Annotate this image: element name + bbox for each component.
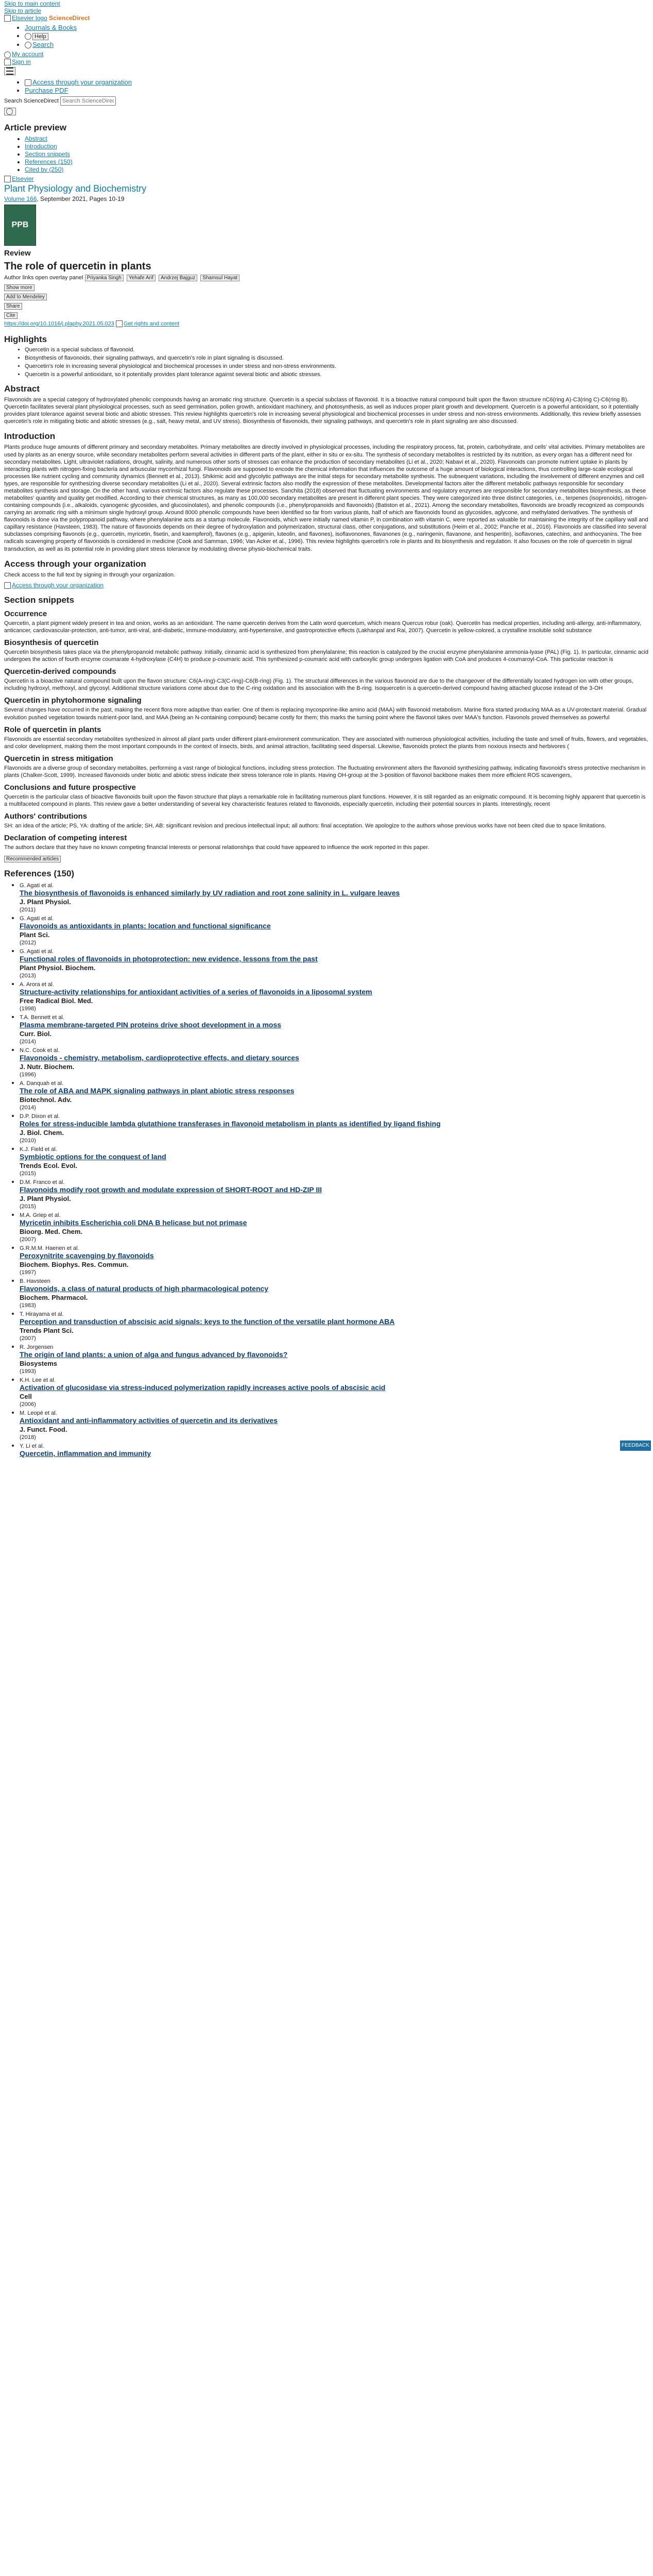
reference-item xyxy=(20,1178,649,1210)
snippet-title: Occurrence xyxy=(4,609,47,619)
author-button[interactable]: Yehafe Arif xyxy=(127,275,156,281)
search-icon xyxy=(6,108,13,115)
snippet-title: Quercetin in phytohormone signaling xyxy=(4,696,142,705)
reference-item xyxy=(20,1409,649,1440)
elsevier-link[interactable]: Elsevier xyxy=(12,175,34,182)
reference-title-link[interactable]: Flavonoids, a class of natural products of high pharmacological potency xyxy=(20,1284,269,1293)
reference-year: (2011) xyxy=(20,907,36,913)
snippet-title: Quercetin-derived compounds xyxy=(4,667,116,676)
toc-references[interactable]: References (150) xyxy=(25,158,73,165)
reference-year: (1993) xyxy=(20,1368,36,1375)
reference-journal: J. Biol. Chem. xyxy=(20,1129,64,1137)
skip-main-link[interactable]: Skip to main content xyxy=(4,0,60,7)
reference-author: • M.A. Griep et al. xyxy=(20,1212,61,1219)
reference-author: • A. Danquah et al. xyxy=(20,1080,64,1087)
toc-introduction[interactable]: Introduction xyxy=(25,142,57,150)
snippet-text: Several changes have occurred in the past, making the recent flora more adaptive than earlier. One of them is replacing mycosporine-like amino acid (MAA) with flavonoid metabolism. Marine flora started producing MAA as a UV-protectant material. Gradual evolution pushed vegetation towards nutrient-poor land, and MAA (being an N-containing compound) became costly for them; this marks the turning point where the flavonol takes over MAA's function. Flavonols proved themselves as powerful xyxy=(4,707,647,721)
reference-title-link[interactable]: Myricetin inhibits Escherichia coli DNA B helicase but not primase xyxy=(20,1218,247,1227)
reference-journal: Trends Ecol. Evol. xyxy=(20,1162,77,1170)
snippet-title: Conclusions and future prospective xyxy=(4,783,136,792)
volume-info xyxy=(4,195,649,202)
snippet-text: SH: an idea of the article; PS, YA: drafting of the article; SH, AB: significant revision and precious intellectual input; all authors: final acceptation. We apologize to the authors whose previous works have not been cited due to space limitations. xyxy=(4,823,607,829)
journal-title[interactable]: Plant Physiology and Biochemistry xyxy=(4,183,147,194)
reference-title-link[interactable]: Quercetin, inflammation and immunity xyxy=(20,1449,151,1458)
reference-title-link[interactable]: Peroxynitrite scavenging by flavonoids xyxy=(20,1251,154,1260)
cite-button[interactable]: Cite xyxy=(4,312,18,319)
snippet-text: Quercetin biosynthesis takes place via the phenylpropanoid metabolic pathway. Initially, cinnamic acid is synthesized from phenylalanine; this reaction is catalyzed by the crucial enzyme phenylalanine ammonia-lyase (PAL) (Fig. 1). In particular, cinnamic acid undergoes the action of fourth enzyme coumarate 4-hydroxylase (C4H) to produce p-coumaric acid. This synthesized p-coumaric acid with carboxylic group undergoes ligation with CoA and produces 4-coumaroyl-CoA. This particular reaction is xyxy=(4,649,648,663)
reference-item xyxy=(20,914,649,946)
reference-author: • K.H. Lee et al. xyxy=(20,1377,56,1384)
snippet-title: Declaration of competing interest xyxy=(4,834,127,843)
rights-icon xyxy=(116,320,123,327)
reference-journal: J. Funct. Food. xyxy=(20,1426,67,1434)
reference-author: • A. Arora et al. xyxy=(20,981,54,988)
reference-item xyxy=(20,1013,649,1045)
reference-item xyxy=(20,1376,649,1408)
reference-year: (2018) xyxy=(20,1434,36,1441)
reference-item xyxy=(20,947,649,979)
access-organization-link-2[interactable]: Access through your organization xyxy=(12,581,104,589)
journal-cover[interactable]: PPB xyxy=(4,205,36,246)
user-icon xyxy=(4,52,11,58)
reference-year: (1983) xyxy=(20,1302,36,1309)
reference-title-link[interactable]: Perception and transduction of abscisic acid signals: keys to the function of the versatile plant hormone ABA xyxy=(20,1317,395,1326)
reference-author: • N.C. Cook et al. xyxy=(20,1047,60,1054)
reference-journal: Biochem. Pharmacol. xyxy=(20,1294,88,1302)
reference-journal: Biochem. Biophys. Res. Commun. xyxy=(20,1261,129,1269)
elsevier-logo-link[interactable]: Elsevier logo xyxy=(12,14,47,22)
abstract-heading: Abstract xyxy=(4,384,40,394)
search-label: Search ScienceDirect xyxy=(4,98,59,105)
reference-journal: Biotechnol. Adv. xyxy=(20,1096,72,1104)
toc-abstract[interactable]: Abstract xyxy=(25,134,48,142)
snippets-heading: Section snippets xyxy=(4,595,75,605)
nav-search[interactable]: Search xyxy=(32,41,54,49)
reference-journal: J. Plant Physiol. xyxy=(20,1195,71,1203)
access-heading: Access through your organization xyxy=(4,558,146,569)
doi-link[interactable]: https://doi.org/10.1016/j.plaphy.2021.05.023 xyxy=(4,320,114,327)
reference-item xyxy=(20,1244,649,1276)
reference-title-link[interactable]: The origin of land plants: a union of alga and fungus advanced by flavonoids? xyxy=(20,1350,288,1359)
highlight-item: • Quercetin's role in increasing several physiological and biochemical processes in under stress and non-stress environments. xyxy=(25,363,649,369)
reference-title-link[interactable]: Flavonoids modify root growth and modulate expression of SHORT-ROOT and HD-ZIP III xyxy=(20,1185,322,1194)
reference-journal: Bioorg. Med. Chem. xyxy=(20,1228,83,1236)
snippet-text: Flavonoids are essential secondary metabolites synthesized in almost all plant parts under different plant-environment communication. They are associated with numerous physiological activities, including the taste and smell of fruits, flowers, and vegetables, and color development, making them the most important compounds in the context of insects, birds, and animal attraction, facilitating seed dispersal. Likewise, flavonoids protect the plants from noxious insects and herbivores ( xyxy=(4,736,648,750)
reference-journal: Trends Plant Sci. xyxy=(20,1327,74,1335)
reference-item xyxy=(20,881,649,913)
reference-item xyxy=(20,980,649,1012)
highlight-item: • Quercetin is a powerful antioxidant, so it potentially provides plant tolerance against several biotic and abiotic stresses. xyxy=(25,371,649,378)
reference-item xyxy=(20,1046,649,1078)
share-button[interactable]: Share xyxy=(4,303,22,310)
preview-toc xyxy=(4,135,649,173)
references-heading: References (150) xyxy=(4,869,75,879)
highlights-list xyxy=(4,347,649,378)
reference-year: (2015) xyxy=(20,1171,36,1177)
reference-item xyxy=(20,1145,649,1177)
reference-journal: J. Plant Physiol. xyxy=(20,898,71,906)
reference-title-link[interactable]: Flavonoids as antioxidants in plants: location and functional significance xyxy=(20,922,271,930)
snippet-text: Quercetin is a bioactive natural compound built upon the flavon structure: C6(A-ring)-C3(C-ring)-C6(B-ring) (Fig. 1). The structural differences in the various flavonoid are due to the changeover of the differentially located hydrogen ion with other groups, including hydroxyl, methoxyl, and glycosyl. Additional structure variations come about due to the C-ring oxidation and its association with the B-ring. Isoquercetin is a quercetin-derived compound having attached glucose instead of the 3-OH xyxy=(4,678,633,692)
reference-year: (2007) xyxy=(20,1335,36,1342)
reference-item xyxy=(20,1343,649,1375)
reference-title-link[interactable]: Antioxidant and anti-inflammatory activities of quercetin and its derivatives xyxy=(20,1416,278,1425)
reference-author: • G. Agati et al. xyxy=(20,916,54,922)
snippet-title: Authors' contributions xyxy=(4,812,88,821)
authors-row xyxy=(4,275,649,281)
highlight-item: • Quercetin is a special subclass of flavonoid. xyxy=(25,347,649,353)
search-submit-button[interactable] xyxy=(4,108,16,115)
highlight-item: • Biosynthesis of flavonoids, their signaling pathways, and quercetin's role in plant signaling is discussed. xyxy=(25,355,649,361)
references-list xyxy=(4,881,649,1458)
reference-item xyxy=(20,1079,649,1111)
reference-year: (2006) xyxy=(20,1401,36,1408)
reference-journal: Biosystems xyxy=(20,1360,57,1368)
reference-year: (1997) xyxy=(20,1269,36,1276)
reference-author: • G. Agati et al. xyxy=(20,948,54,955)
volume-rest: , September 2021, Pages 10-19 xyxy=(37,195,125,203)
reference-author: • M. Leopé et al. xyxy=(20,1410,57,1417)
purchase-options xyxy=(4,78,649,94)
reference-year: (2007) xyxy=(20,1236,36,1243)
elsevier-image-icon xyxy=(4,176,11,182)
institution-icon xyxy=(25,79,31,86)
snippet-text: Flavonoids are a diverse group of secondary metabolites, performing a vast range of biological functions, including stress protection. The fluctuating environment alters the flavonoid synthesizing pathway, indicating flavonoid's stress protective mechanism in plants (Chalker-Scott, 1999). Increased flavonoids under biotic and abiotic stress indicate their stress tolerance role in plants. Having OH-group at the 3-position of flavonol backbone makes them more efficient ROS scavengers, xyxy=(4,765,646,778)
reference-journal: Plant Sci. xyxy=(20,931,50,939)
reference-year: (2014) xyxy=(20,1105,36,1111)
reference-title-link[interactable]: Symbiotic options for the conquest of land xyxy=(20,1153,166,1161)
reference-item xyxy=(20,1112,649,1144)
doi-row xyxy=(4,320,649,327)
skip-article-link[interactable]: Skip to article xyxy=(4,7,42,14)
elsevier-logo-icon xyxy=(4,15,11,22)
reference-title-link[interactable]: Flavonoids - chemistry, metabolism, cardioprotective effects, and dietary sources xyxy=(20,1054,299,1062)
author-links-label: Author links open overlay panel xyxy=(4,275,83,281)
volume-link[interactable]: Volume 166 xyxy=(4,195,37,203)
reference-title-link[interactable]: Structure-activity relationships for antioxidant activities of a series of flavonoids in a liposomal system xyxy=(20,988,372,996)
reference-author: • T. Hirayama et al. xyxy=(20,1311,64,1318)
add-mendeley-button[interactable]: Add to Mendeley xyxy=(4,294,47,300)
reference-author: • Y. Li et al. xyxy=(20,1443,44,1450)
article-preview-heading: Article preview xyxy=(4,122,66,132)
rights-link[interactable]: Get rights and content xyxy=(123,320,180,327)
sciencedirect-logo[interactable]: ScienceDirect xyxy=(49,14,90,22)
reference-year: (2015) xyxy=(20,1204,36,1210)
snippet-text: The authors declare that they have no known competing financial interests or personal relationships that could have appeared to influence the work reported in this paper. xyxy=(4,844,429,851)
feedback-button[interactable]: FEEDBACK xyxy=(620,1440,651,1451)
nav-help[interactable]: Help xyxy=(32,33,48,40)
access-text: Check access to the full text by signing in through your organization. xyxy=(4,571,176,578)
reference-author: • G. Agati et al. xyxy=(20,883,54,889)
introduction-heading: Introduction xyxy=(4,431,56,442)
article-title: The role of quercetin in plants xyxy=(4,261,151,273)
reference-year: (1998) xyxy=(20,1006,36,1012)
institution-icon xyxy=(4,582,11,589)
reference-title-link[interactable]: The biosynthesis of flavonoids is enhanced similarly by UV radiation and root zone salinity in L. vulgare leaves xyxy=(20,889,400,897)
reference-year: (2010) xyxy=(20,1138,36,1144)
menu-button[interactable] xyxy=(4,67,15,75)
brand-row xyxy=(4,14,649,22)
snippets-list xyxy=(4,609,649,851)
reference-item xyxy=(20,1310,649,1342)
reference-year: (2014) xyxy=(20,1039,36,1045)
search-row xyxy=(4,96,649,106)
reference-journal: Free Radical Biol. Med. xyxy=(20,997,93,1005)
reference-item xyxy=(20,1277,649,1309)
recommended-articles-button[interactable]: Recommended articles xyxy=(4,856,61,862)
account-area xyxy=(4,50,649,75)
author-button[interactable]: Priyanka Singh xyxy=(85,275,124,281)
author-button[interactable]: Shamsul Hayat xyxy=(200,275,239,281)
introduction-text: Plants produce huge amounts of different primary and secondary metabolites. Primary metabolites are directly involved in physiological processes, including the respiratory process, fat, protein, carbohydrate, and cells' vital activities. Primary metabolites are used by plants as an energy source, while secondary metabolites perform several activities in different parts of the plant, either in situ or ex-situ. The synthesis of secondary metabolites is restricted by its nutrition, as every organ has a different need for secondary metabolites. Light, ultraviolet radiations, drought, salinity, and numerous other sorts of stresses can enhance the production of secondary metabolites (Li et al., 2020; Nabavi et al., 2020). Flavonoids can promote nutrient uptake in plants by interacting plants with nitrogen-fixing bacteria and arbuscular mycorrhizal fungi. Flavonoids are supposed to encode the chemical information that influences the outcome of a huge amount of biological interactions, thus controlling large-scale ecological processes like nutrient cycling and community dynamics (Bennett et al., 2013). Shikimic acid and glycolytic pathways are the initial steps for secondary metabolite synthesis. The subsequent variations, including the involvement of different enzymes and cell types, are responsible for synthesizing diverse secondary metabolites (Li et al., 2020). Several extrinsic factors also modify the expression of these metabolites. Developmental factors alter the different metabolic pathways responsible for secondary metabolites synthesis and storage. On the other hand, various extrinsic factors also regulate these processes. Sanchita (2018) observed that fluctuating environments and regulatory enzymes are responsible for secondary metabolites biosynthesis, as these metabolites' quantity and quality get modified. According to their chemical structures, as many as 100,000 secondary metabolites are present in different plant species. They were categorized into three distinct categories, i.e., terpenes (isoprenoids), nitrogen-containing compounds (i.e., alkaloids, cyanogenic glycosides, and glucosinolates), and phenolic compounds (i.e., phenylpropanoids and flavonoids) (Batiston et al., 2021). Among the secondary metabolites, flavonoids are broadly recognized as compounds carrying an aromatic ring with a minimum single hydroxyl group. Around 8000 phenolic compounds have been identified so far from various plants, half of which are flavonoids found as glycosides, aglycone, and methylated derivatives. The synthesis of flavonoids is done via the polypropanoid pathway, where phenylalanine acts as a startup molecule. Flavonoids, which were initially named vitamin P, in combination with vitamin C, were reported as valuable for maintaining the integrity of the capillary wall and capillary resistance (Havsteen, 1983). The nature of flavonoids depends on their degree of hydroxylation and polymerization, structural class, other conjugations, and substitutions (Heim et al., 2002; Panche et al., 2016). Flavonoids are classified into several subclasses comprising flavonols (e.g., quercetin, myricetin, fisetin, and kaempferol), flavones (e.g., apigenin, luteolin, and flavones), isoflavonones, flavanones (e.g., naringenin, flavanone, and hesperitin), isoflavones, catechins, and anthocyanins. The free radicals scavenging property of flavonoids is considered in medicine (Cook and Samman, 1996; Van Acker et al., 1996). This review highlights quercetin's role in plants and its biosynthesis and regulation. It also focuses on the role of quercetin in signal transduction, as well as its potential role in providing plant stress tolerance by modulating diverse physio-biochemical traits. xyxy=(4,444,648,552)
reference-journal: Cell xyxy=(20,1393,32,1401)
reference-title-link[interactable]: Plasma membrane-targeted PIN proteins drive shoot development in a moss xyxy=(20,1021,282,1029)
snippet-title: Role of quercetin in plants xyxy=(4,725,101,734)
reference-item xyxy=(20,1211,649,1243)
show-more-button[interactable]: Show more xyxy=(4,284,35,291)
toc-cited-by[interactable]: Cited by (250) xyxy=(25,165,64,173)
reference-author: • D.P. Dixon et al. xyxy=(20,1113,60,1120)
reference-item xyxy=(20,1442,649,1458)
reference-author: • R. Jorgensen xyxy=(20,1344,54,1351)
abstract-text: Flavonoids are a special category of hydroxylated phenolic compounds having an aromatic ring structure. Quercetin is a special subclass of flavonoid. It is a bioactive natural compound built upon the flavon structure nC6(ring A)-C3(ring C)-C6(ring B). Quercetin facilitates several plant physiological processes, such as seed germination, pollen growth, antioxidant machinery, and photosynthesis, as well as induces proper plant growth and development. Quercetin is a powerful antioxidant, so it potentially provides plant tolerance against several biotic and abiotic stresses. This review highlights quercetin's role in increasing several physiological and biochemical processes in under stress and non-stress environments. Additionally, this review briefly assesses quercetin's role in mitigating biotic and abiotic stresses (e.g., salt, heavy metal, and UV stress). Biosynthesis of flavonoids, their signaling pathways, and quercetin's role in plant signaling are also discussed. xyxy=(4,397,641,425)
reference-title-link[interactable]: Roles for stress-inducible lambda glutathione transferases in flavonoid metabolism in plants as identified by ligand fishing xyxy=(20,1120,441,1128)
reference-year: (2012) xyxy=(20,940,36,946)
reference-title-link[interactable]: The role of ABA and MAPK signaling pathways in plant abiotic stress responses xyxy=(20,1087,295,1095)
reference-author: • D.M. Franco et al. xyxy=(20,1179,65,1186)
reference-author: • T.A. Bennett et al. xyxy=(20,1014,64,1021)
snippet-title: Quercetin in stress mitigation xyxy=(4,754,113,763)
reference-title-link[interactable]: Activation of glucosidase via stress-induced polymerization rapidly increases active pools of abscisic acid xyxy=(20,1383,386,1392)
reference-author: • G.R.M.M. Haenen et al. xyxy=(20,1245,79,1252)
nav-journals-books[interactable]: Journals & Books xyxy=(25,24,77,32)
snippet-text: Quercetin is the particular class of bioactive flavonoids built upon the flavon structure that plays a remarkable role in facilitating numerous plant functions. However, it is still regarded as an enigmatic compound. It is becoming highly apparent that quercetin is a multifaceted compound in plants. This review gave a better understanding of several key characteristic features related to flavonoids, especially quercetin, including their potential sources in plants. Interestingly, recent xyxy=(4,793,646,808)
reference-author: • K.J. Field et al. xyxy=(20,1146,57,1153)
sign-in-icon xyxy=(4,59,11,65)
author-button[interactable]: Andrzej Bajguz xyxy=(159,275,197,281)
skip-links xyxy=(4,0,649,14)
reference-title-link[interactable]: Functional roles of flavonoids in photoprotection: new evidence, lessons from the past xyxy=(20,955,318,963)
my-account-link[interactable]: My account xyxy=(12,50,44,58)
menu-icon xyxy=(6,67,13,75)
search-input[interactable] xyxy=(60,96,116,106)
snippet-text: Quercetin, a plant pigment widely present in tea and onion, works as an antioxidant. The name quercetin derives from the Latin word quercetum, which means Quercus robur (oak). Quercetin has medical properties, including anti-allergy, anti-inflammatory, anticancer, cardiovascular-protection, anti-tumor, anti-viral, anti-diabetic, immune-modulatory, anti-hypertensive, and gastroprotective effects (Lakhanpal and Rai, 2007). Quercetin is yellow-colored, a crystalline insoluble solid substance xyxy=(4,620,641,634)
reference-journal: Plant Physiol. Biochem. xyxy=(20,964,96,972)
search-icon xyxy=(25,42,31,48)
top-nav xyxy=(4,24,649,48)
toc-snippets[interactable]: Section snippets xyxy=(25,150,71,158)
snippet-title: Biosynthesis of quercetin xyxy=(4,638,99,648)
reference-author: • B. Havsteen xyxy=(20,1278,50,1285)
reference-year: (1996) xyxy=(20,1072,36,1078)
purchase-pdf-link[interactable]: Purchase PDF xyxy=(25,87,68,95)
sign-in-link[interactable]: Sign in xyxy=(12,58,31,65)
article-type: Review xyxy=(4,249,31,258)
access-organization-link[interactable]: Access through your organization xyxy=(32,78,132,87)
help-icon xyxy=(25,33,31,40)
reference-journal: Curr. Biol. xyxy=(20,1030,52,1038)
highlights-heading: Highlights xyxy=(4,334,47,345)
reference-journal: J. Nutr. Biochem. xyxy=(20,1063,75,1071)
reference-year: (2013) xyxy=(20,973,36,979)
